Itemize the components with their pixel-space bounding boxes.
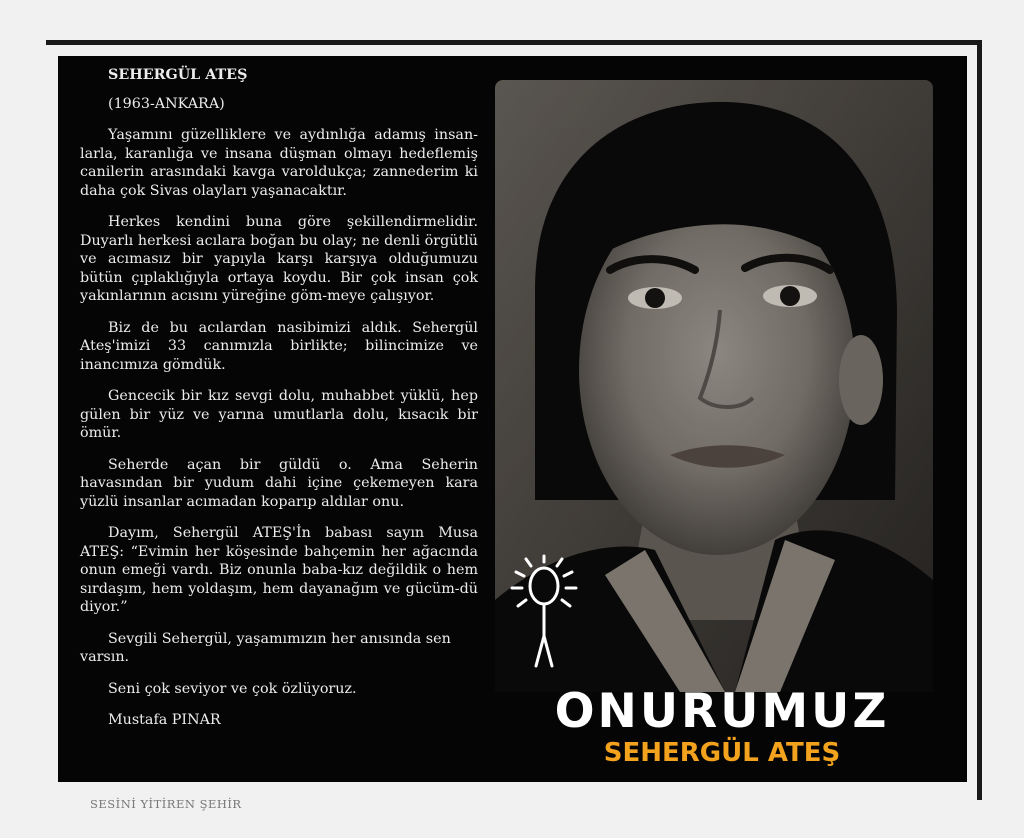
article-signature: Mustafa PINAR — [108, 712, 221, 728]
article-heading: SEHERGÜL ATEŞ — [108, 67, 248, 83]
article-paragraph-5: Seherde açan bir güldü o. Ama Seherin havasından bir yudum dahi içine çekemeyen kara yüzlü insanlar acımadan koparıp aldılar onu. — [80, 456, 478, 510]
article-paragraph-6: Dayım, Sehergül ATEŞ'İn babası sayın Musa ATEŞ: “Evimin her köşesinde bahçemin her ağacında onun emeği vardı. Biz onunla baba-kız değildik o hem sırdaşım, hem yoldaşım, hem dayanağım ve gücüm-dü diyor.” — [80, 525, 478, 615]
frame-border-right — [977, 40, 982, 800]
article-paragraph-4: Gencecik bir kız sevgi dolu, muhabbet yüklü, hep gülen bir yüz ve yarına umutlarla dolu, kısacık bir ömür. — [80, 388, 478, 441]
memorial-panel — [58, 56, 967, 782]
poster-headline: ONURUMUZ — [554, 684, 890, 739]
article-paragraph-3: Biz de bu acılardan nasibimizi aldık. Sehergül Ateş'imizi 33 canımızla birlikte; bilincimize ve inancımıza gömdük. — [80, 319, 478, 373]
article-paragraph-2: Herkes kendini buna göre şekillendirmelidir. Duyarlı herkesi acılara boğan bu olay; ne denli örgütlü ve acımasız bir yapıyla karşı karşıya olduğumuzu bütün çıplaklığıyla ortaya koydu. Bir çok insan çok yakınlarının acısını yüreğine göm-meye çalışıyor. — [80, 214, 478, 304]
article-text — [80, 66, 478, 743]
article-paragraph-8: Seni çok seviyor ve çok özlüyoruz. — [108, 680, 357, 697]
book-title-footer: SESİNİ YİTİREN ŞEHİR — [90, 797, 242, 811]
poster-name: SEHERGÜL ATEŞ — [603, 738, 841, 768]
article-paragraph-7: Sevgili Sehergül, yaşamımızın her anısında sen varsın. — [80, 630, 451, 665]
frame-border-top — [46, 40, 982, 45]
sun-figure-emblem — [502, 554, 582, 674]
article-birth: (1963-ANKARA) — [108, 95, 225, 112]
article-paragraph-1: Yaşamını güzelliklere ve aydınlığa adamış insan-larla, karanlığa ve insana düşman olmayı hedeflemiş canilerin arasındaki kavga varoldukça; zannederim ki daha çok Sivas olayları yaşanacaktır. — [80, 127, 478, 199]
